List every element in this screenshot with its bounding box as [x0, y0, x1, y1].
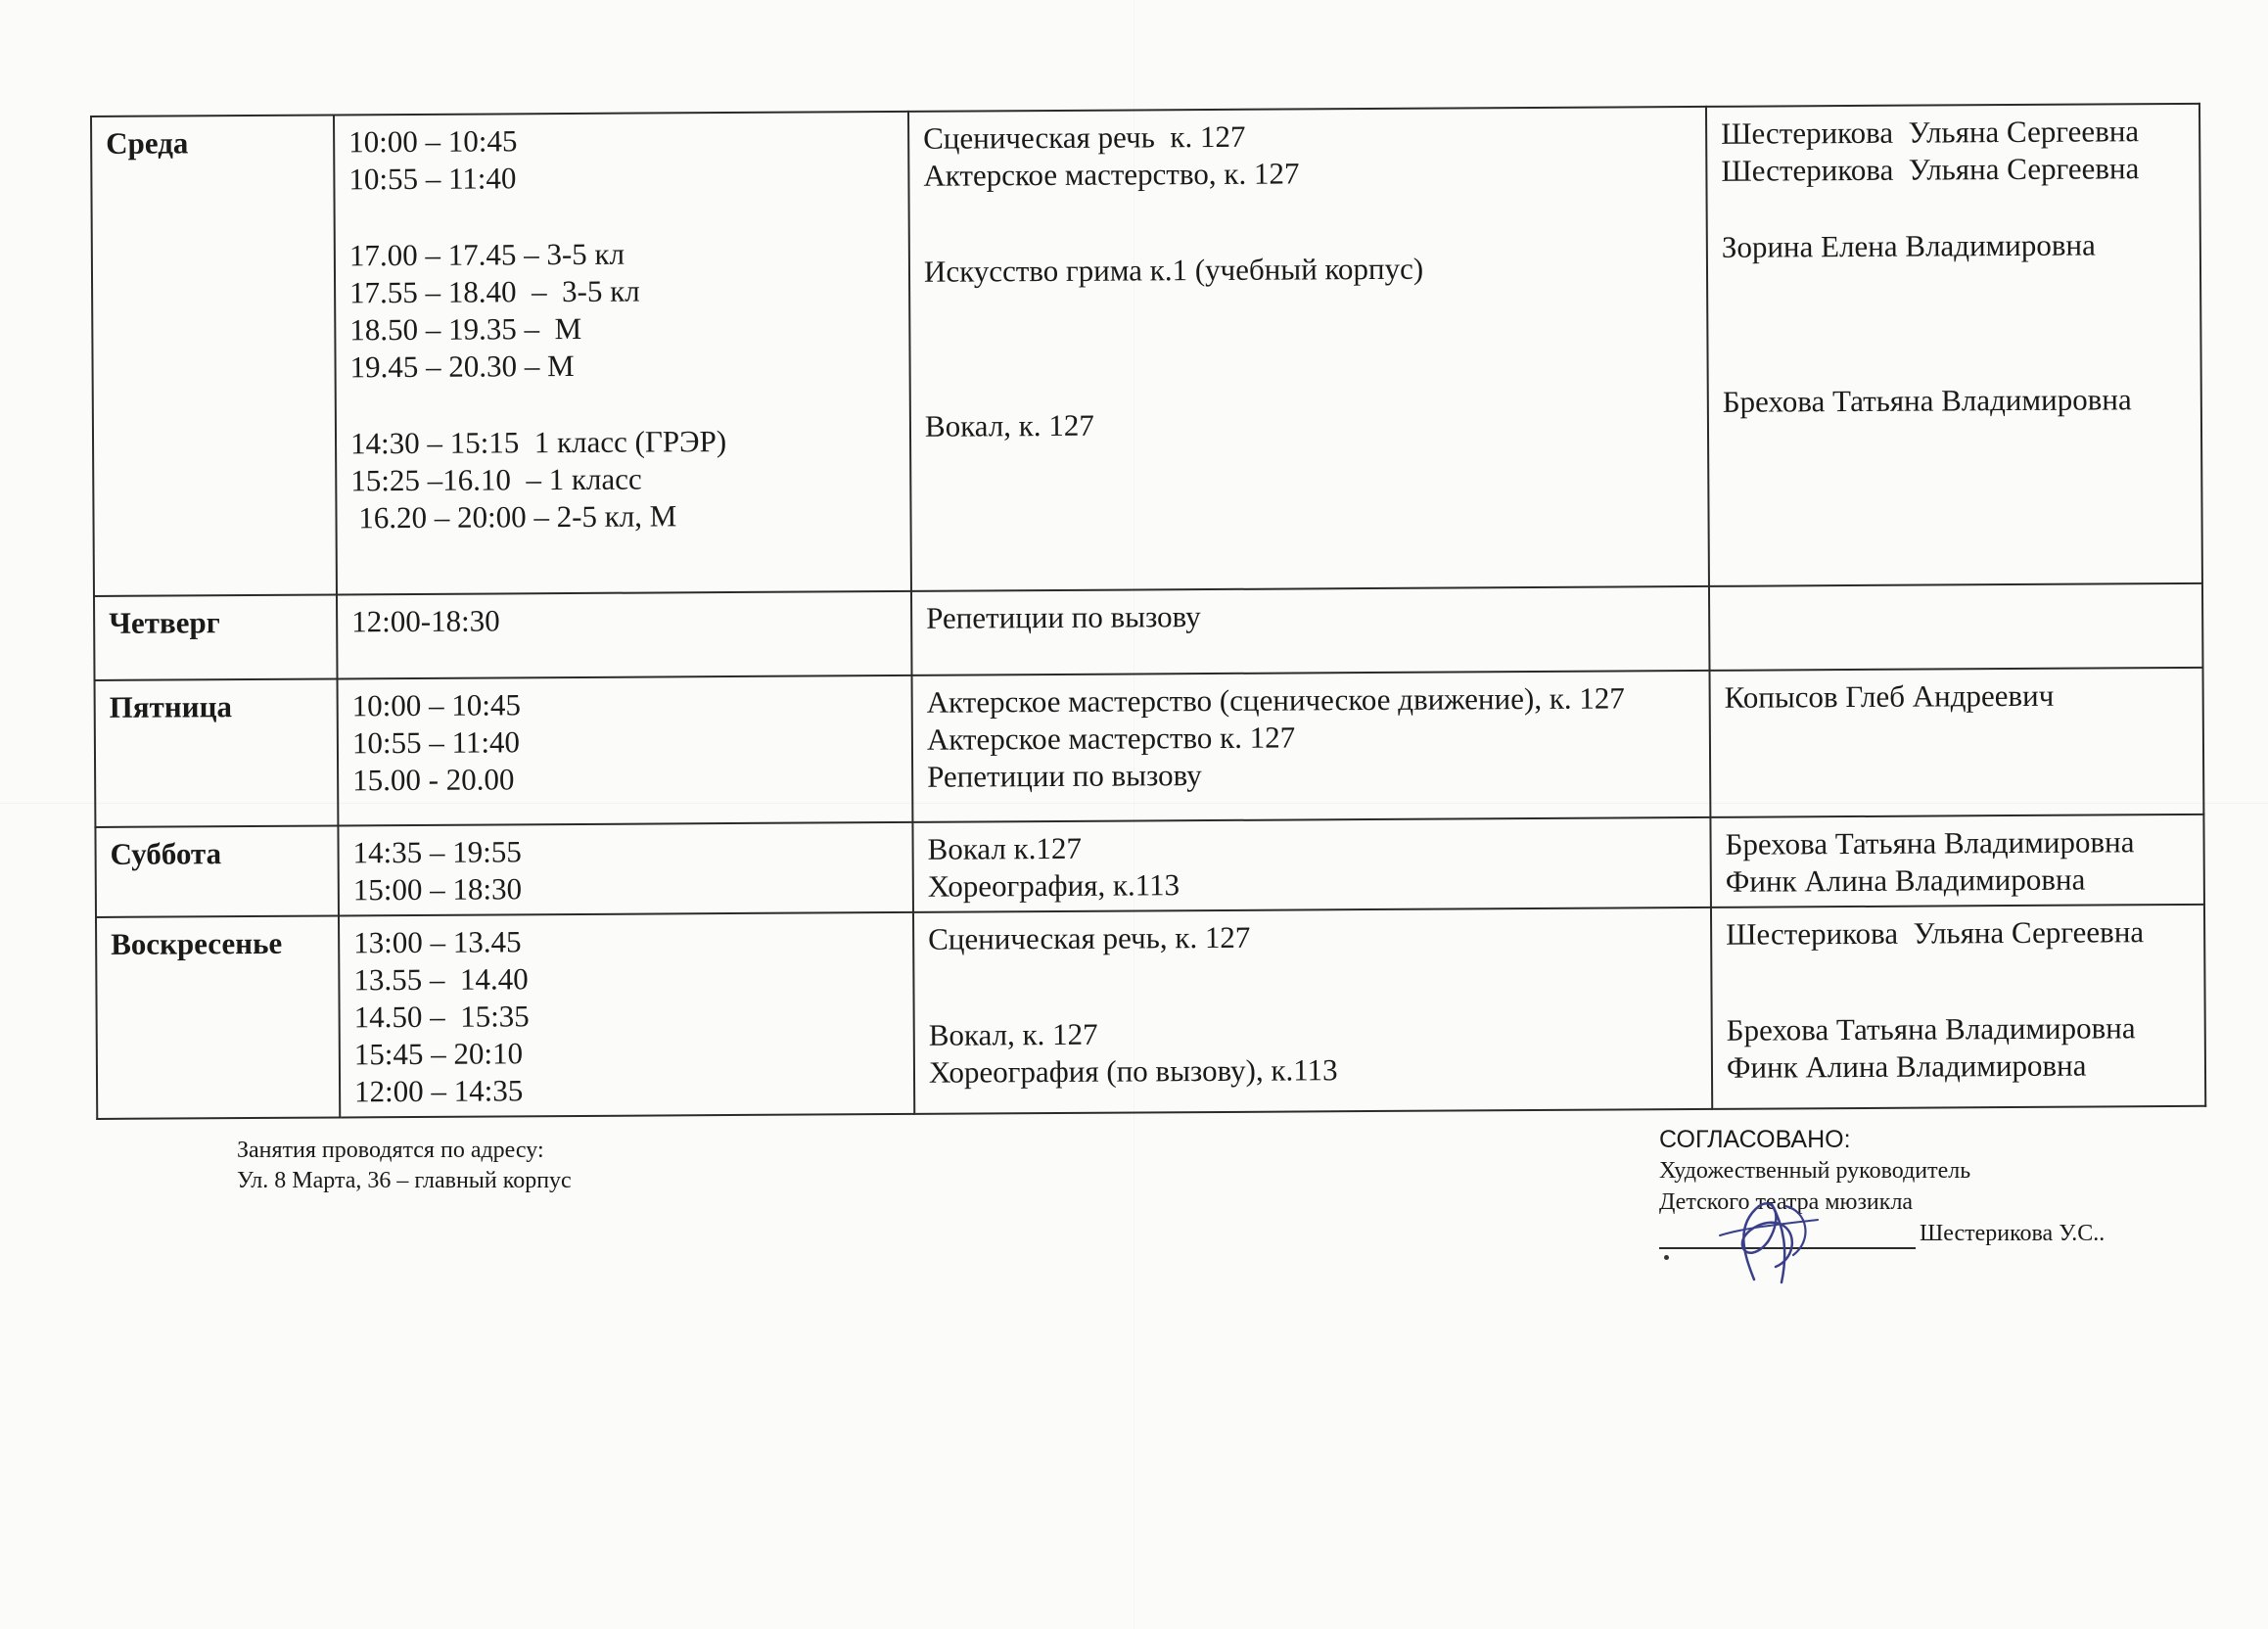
- time-item: 10:00 – 10:45: [348, 123, 518, 160]
- teachers-cell: [1711, 905, 2205, 1109]
- handwritten-signature-icon: [1715, 1196, 1823, 1284]
- subject-item: Хореография (по вызову), к.113: [928, 1052, 1338, 1090]
- teacher-item: Копысов Глеб Андреевич: [1724, 677, 2055, 715]
- subject-item: Актерское мастерство, к. 127: [923, 156, 1300, 193]
- subjects-cell: [912, 671, 1711, 822]
- approved-label: СОГЛАСОВАНО:: [1659, 1126, 1851, 1153]
- time-item: 15:45 – 20:10: [353, 1036, 524, 1072]
- time-item: 19.45 – 20.30 – М: [349, 348, 575, 385]
- teachers-cell: [1709, 668, 2203, 817]
- time-item: 13:00 – 13.45: [353, 924, 522, 960]
- times-cell: [337, 591, 912, 679]
- table-row: [95, 814, 2204, 917]
- time-item: 12:00-18:30: [351, 603, 500, 639]
- teachers-cell: [1706, 104, 2202, 586]
- position-line-2: Детского театра мюзикла: [1659, 1189, 1914, 1215]
- subjects-cell: [913, 908, 1712, 1114]
- subjects-cell: [908, 107, 1709, 591]
- signer-name: Шестерикова У.С..: [1920, 1221, 2106, 1246]
- times-cell: [334, 112, 911, 595]
- table-row: [94, 583, 2202, 680]
- time-item: 18.50 – 19.35 – М: [349, 310, 582, 348]
- time-item: 10:55 – 11:40: [351, 724, 521, 761]
- subject-item: Вокал, к. 127: [924, 407, 1094, 443]
- time-item: 17.55 – 18.40 – 3-5 кл: [349, 273, 640, 310]
- table-row: [91, 104, 2202, 596]
- time-item: 14.50 – 15:35: [353, 999, 530, 1035]
- time-item: 14:30 – 15:15 1 класс (ГРЭР): [349, 424, 727, 461]
- time-item: 15:25 –16.10 – 1 класс: [350, 461, 642, 498]
- times-cell: [338, 675, 913, 826]
- subject-item: Репетиции по вызову: [927, 758, 1202, 794]
- stray-dot: [1664, 1255, 1669, 1260]
- time-item: 15:00 – 18:30: [352, 871, 523, 908]
- day-cell: Пятница: [95, 678, 339, 827]
- teacher-item: Шестерикова Ульяна Сергеевна: [1721, 114, 2140, 151]
- teacher-item: Шестерикова Ульяна Сергеевна: [1721, 151, 2140, 188]
- teacher-item: Шестерикова Ульяна Сергеевна: [1726, 914, 2145, 952]
- time-item: 15.00 - 20.00: [352, 762, 515, 798]
- position-line-1: Художественный руководитель: [1659, 1158, 1971, 1184]
- subject-item: Хореография, к.113: [927, 867, 1180, 904]
- day-cell: Среда: [91, 115, 337, 596]
- teacher-item: Финк Алина Владимировна: [1725, 861, 2086, 899]
- teacher-item: Брехова Татьяна Владимировна: [1726, 1010, 2136, 1047]
- day-cell: Четверг: [94, 594, 338, 680]
- subject-item: Искусство грима к.1 (учебный корпус): [923, 251, 1424, 289]
- teachers-cell: [1709, 583, 2203, 671]
- subject-item: Репетиции по вызову: [926, 599, 1201, 635]
- subject-item: Сценическая речь, к. 127: [928, 919, 1251, 956]
- time-item: 13.55 – 14.40: [353, 961, 529, 998]
- subject-item: Актерское мастерство к. 127: [926, 720, 1296, 757]
- address-label: Занятия проводятся по адресу:: [237, 1138, 544, 1163]
- times-cell: [339, 912, 914, 1118]
- schedule-table: [90, 103, 2206, 1120]
- table-row: [95, 668, 2204, 827]
- subjects-cell: [911, 586, 1710, 675]
- teacher-item: Брехова Татьяна Владимировна: [1725, 824, 2135, 861]
- time-item: 17.00 – 17.45 – 3-5 кл: [348, 236, 625, 273]
- day-cell: Воскресенье: [96, 915, 340, 1119]
- teacher-item: Финк Алина Владимировна: [1726, 1047, 2087, 1085]
- time-item: 10:00 – 10:45: [351, 687, 522, 723]
- address-text: Ул. 8 Марта, 36 – главный корпус: [237, 1168, 572, 1193]
- teacher-item: Зорина Елена Владимировна: [1721, 227, 2096, 264]
- subject-item: Вокал к.127: [927, 830, 1083, 866]
- subject-item: Вокал, к. 127: [928, 1016, 1098, 1052]
- time-item: 14:35 – 19:55: [352, 834, 522, 870]
- time-item: 16.20 – 20:00 – 2-5 кл, М: [350, 498, 677, 535]
- times-cell: [338, 822, 913, 916]
- subject-item: Актерское мастерство (сценическое движение), к. 127: [926, 680, 1625, 720]
- day-cell: Суббота: [95, 825, 339, 917]
- time-item: 10:55 – 11:40: [348, 161, 517, 197]
- time-item: 12:00 – 14:35: [353, 1073, 524, 1109]
- address-block: [237, 1136, 572, 1196]
- subject-item: Сценическая речь к. 127: [923, 118, 1246, 156]
- teachers-cell: [1710, 814, 2204, 908]
- teacher-item: Брехова Татьяна Владимировна: [1722, 382, 2132, 419]
- table-row: [96, 905, 2205, 1119]
- subjects-cell: [912, 817, 1711, 912]
